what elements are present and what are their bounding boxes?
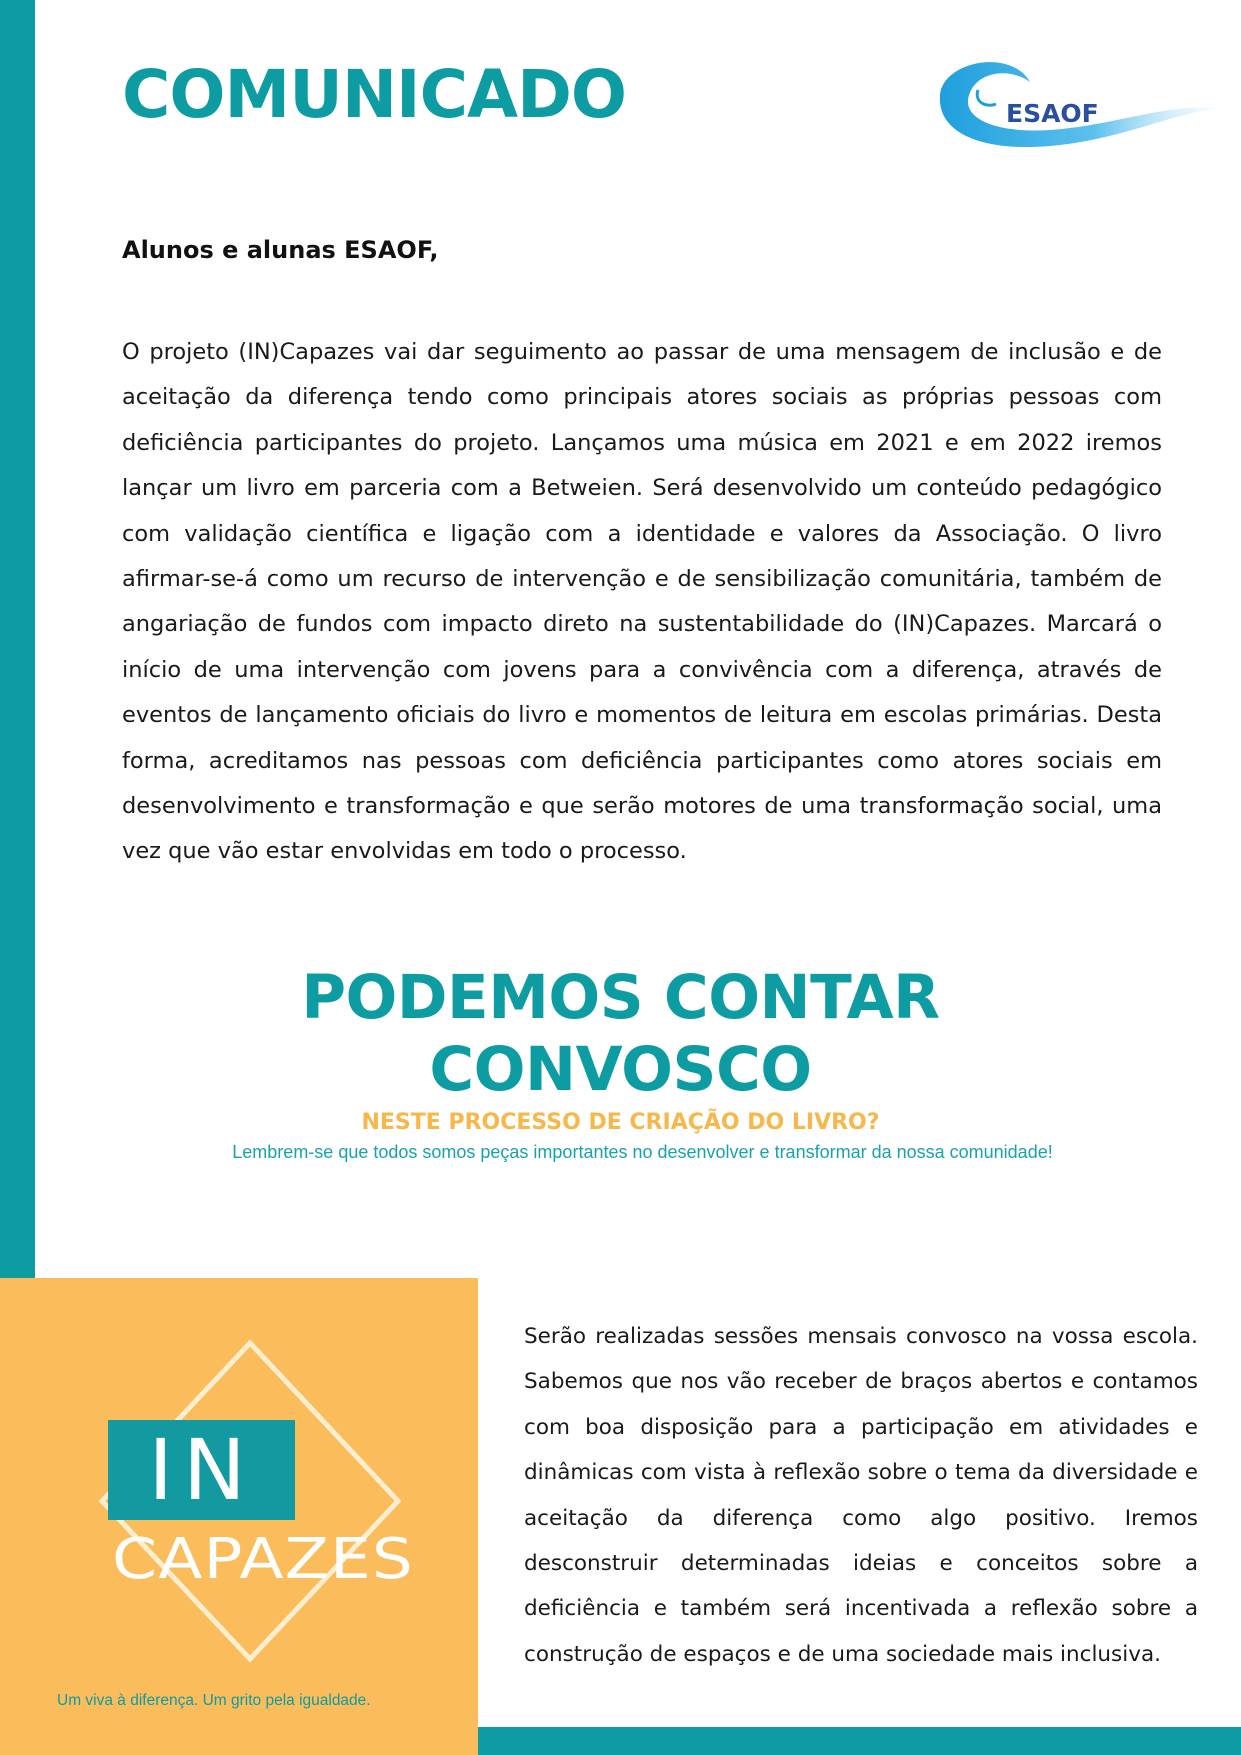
- esaof-logo: [930, 52, 1220, 152]
- bottom-accent-bar: [478, 1727, 1241, 1755]
- logo-capazes-text: CAPAZES: [112, 1527, 414, 1592]
- logo-in-text: IN: [148, 1421, 256, 1519]
- page-title: COMUNICADO: [122, 56, 627, 133]
- intro-paragraph: O projeto (IN)Capazes vai dar seguimento ao passar de uma mensagem de inclusão e de aceitação da diferença tendo como principais atores sociais as próprias pessoas com deficiência participantes do projeto. Lançamos uma música em 2021 e em 2022 iremos lançar um livro em parceria com a Betweien. Será desenvolvido um conteúdo pedagógico com validação científica e ligação com a identidade e valores da Associação. O livro afirmar-se-á como um recurso de intervenção e de sensibilização comunitária, também de angariação de fundos com impacto direto na sustentabilidade do (IN)Capazes. Marcará o início de uma intervenção com jovens para a convivência com a diferença, através de eventos de lançamento oficiais do livro e momentos de leitura em escolas primárias. Desta forma, acreditamos nas pessoas com deficiência participantes como atores sociais em desenvolvimento e transformação e que serão motores de uma transformação social, uma vez que vão estar envolvidas em todo o processo.: [122, 339, 1162, 865]
- cta-subtitle: NESTE PROCESSO DE CRIAÇÃO DO LIVRO?: [361, 1110, 880, 1135]
- cta-note: Lembrem-se que todos somos peças importantes no desenvolver e transformar da nossa comunidade!: [232, 1142, 1053, 1162]
- cta-heading: [0, 962, 1241, 1106]
- sessions-paragraph: Serão realizadas sessões mensais convosco na vossa escola. Sabemos que nos vão receber de braços abertos e contamos com boa disposição para a participação em atividades e dinâmicas com vista à reflexão sobre o tema da diversidade e aceitação da diferença como algo positivo. Iremos desconstruir determinadas ideias e conceitos sobre a deficiência e também será incentivada a reflexão sobre a construção de espaços e de uma sociedade mais inclusiva.: [524, 1324, 1198, 1667]
- panel-tagline: Um viva à diferença. Um grito pela igualdade.: [57, 1692, 371, 1709]
- incapazes-logo: [60, 1335, 440, 1675]
- cta-heading-line2: CONVOSCO: [429, 1034, 812, 1105]
- cta-heading-line1: PODEMOS CONTAR: [301, 962, 940, 1033]
- greeting: Alunos e alunas ESAOF,: [122, 236, 439, 264]
- logo-wordmark: ESAOF: [1006, 99, 1099, 128]
